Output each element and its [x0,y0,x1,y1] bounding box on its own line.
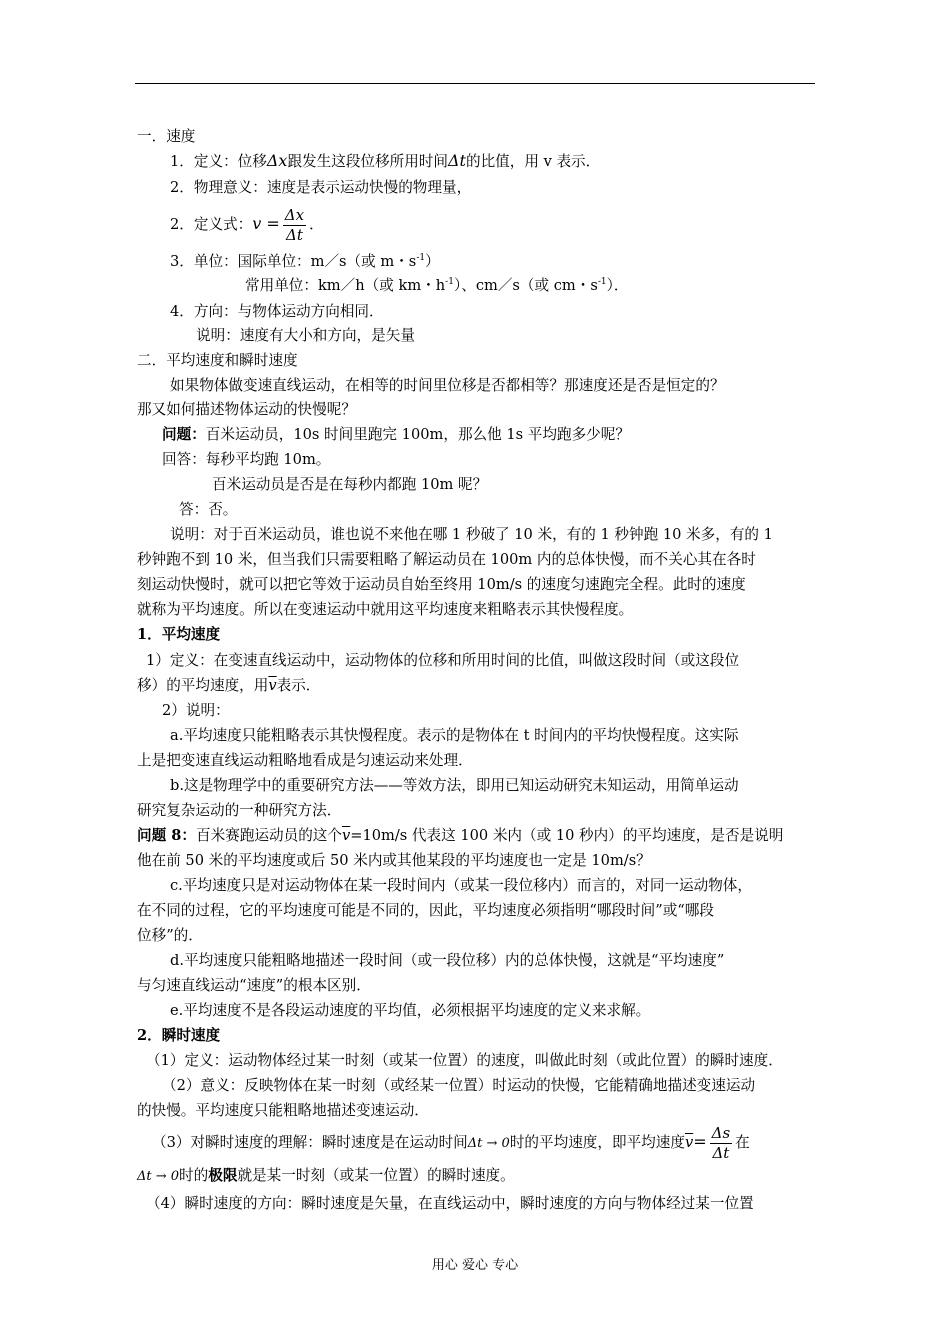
note-a-2: 上是把变速直线运动粗略地看成是匀速运动来处理． [137,752,473,769]
inst-meaning-2: 的快慢。平均速度只能粗略地描述变速运动． [137,1102,429,1119]
note-a-1: a.平均速度只能粗略表示其快慢程度。表示的是物体在 t 时间内的平均快慢程度。这实际 [170,727,739,744]
avg-notes-heading: 2）说明： [162,702,230,719]
question-8-line-1: 问题 8：百米赛跑运动员的这个$\overline{v}=10m/s$ 代表这 100 米内（或 10 秒内）的平均速度，是否是说明 [137,827,784,844]
note-d-2: 与匀速直线运动“速度”的根本区别． [137,977,371,994]
note-e: e.平均速度不是各段运动速度的平均值，必须根据平均速度的定义来求解。 [170,1002,651,1019]
avg-definition-2: 移）的平均速度，用$\overline{v}$表示． [137,677,321,694]
si-unit: 3．单位：国际单位：m／s（或 m・$s^{-1}$） [170,253,440,270]
note-c-3: 位移”的． [137,927,203,944]
page-footer: 用心 爱心 专心 [431,1258,519,1273]
inst-definition: （1）定义：运动物体经过某一时刻（或某一位置）的速度，叫做此时刻（或此位置）的瞬时速度． [146,1052,783,1069]
section-2-title: 二．平均速度和瞬时速度 [137,352,298,369]
note-c-1: c.平均速度只是对运动物体在某一段时间内（或某一段位移内）而言的，对同一运动物体， [170,877,752,894]
answer-3: 答：否。 [179,501,238,518]
question-8-line-2: 他在前 50 米的平均速度或后 50 米内或其他某段的平均速度也一定是 10m/s？ [137,852,651,869]
intro-line-2: 那又如何描述物体运动的快慢呢？ [137,401,356,418]
definition-formula: 2．定义式：v = $\frac{\Delta x}{\Delta t}$ ． [170,205,324,244]
avg-definition-1: 1）定义：在变速直线运动中，运动物体的位移和所用时间的比值，叫做这段时间（或这段位 [146,652,740,669]
velocity-definition: 1．定义：位移Δx跟发生这段位移所用时间Δt的比值，用 v 表示． [170,151,601,170]
answer-1: 回答：每秒平均跑 10m。 [162,451,331,468]
explanation-line-2: 秒钟跑不到 10 米，但当我们只需要粗略了解运动员在 100m 内的总体快慢，而不关心其在各时 [137,551,756,568]
header-rule [135,83,815,84]
average-velocity-heading: 1．平均速度 [137,626,221,643]
delta-t: Δt [447,151,466,170]
explanation-line-4: 就称为平均速度。所以在变速运动中就用这平均速度来粗略表示其快慢程度。 [137,601,634,618]
section-1-title: 一．速度 [137,128,196,145]
inst-understanding-2: Δt → 0时的极限就是某一时刻（或某一位置）的瞬时速度。 [137,1167,515,1184]
instantaneous-velocity-heading: 2．瞬时速度 [137,1027,221,1044]
answer-2: 百米运动员是否是在每秒内都跑 10m 呢？ [212,476,488,493]
note-c-2: 在不同的过程，它的平均速度可能是不同的，因此，平均速度必须指明“哪段时间”或“哪段 [137,902,714,919]
explanation-line-1: 说明：对于百米运动员，谁也说不来他在哪 1 秒破了 10 米，有的 1 秒钟跑 10 米多，有的 1 [170,526,773,543]
intro-line-1: 如果物体做变速直线运动，在相等的时间里位移是否都相等？那速度还是否是恒定的？ [170,377,725,394]
average-velocity-fraction: $\frac{\Delta s}{\Delta t}$ [711,1123,731,1162]
direction: 4．方向：与物体运动方向相同． [170,303,384,320]
formula-fraction: $\frac{\Delta x}{\Delta t}$ [284,205,305,244]
physical-meaning: 2．物理意义：速度是表示运动快慢的物理量， [170,179,472,196]
limit-expression: Δt → 0 [467,1136,510,1151]
note-d-1: d.平均速度只能粗略地描述一段时间（或一段位移）内的总体快慢，这就是“平均速度” [170,952,725,969]
note-b-2: 研究复杂运动的一种研究方法． [137,802,342,819]
question: 问题：百米运动员，10s 时间里跑完 100m，那么他 1s 平均跑多少呢？ [162,426,630,443]
explanation-line-3: 刻运动快慢时，就可以把它等效于运动员自始至终用 10m/s 的速度匀速跑完全程。此时的速度 [137,576,746,593]
inst-understanding-1: （3）对瞬时速度的理解：瞬时速度是在运动时间Δt → 0时的平均速度，即平均速度$\overline{v}=$ $\frac{\Delta s}{\Delta t}$ 在 [152,1123,750,1162]
inst-direction: （4）瞬时速度的方向：瞬时速度是矢量，在直线运动中，瞬时速度的方向与物体经过某一位置 [146,1195,754,1212]
common-units: 常用单位：km／h（或 km・$h^{-1}$）、cm／s（或 cm・$s^{-1}$）． [245,277,629,294]
delta-x: Δx [266,151,288,170]
note-b-1: b.这是物理学中的重要研究方法——等效方法，即用已知运动研究未知运动，用简单运动 [170,777,739,794]
inst-meaning-1: （2）意义：反映物体在某一时刻（或经某一位置）时运动的快慢，它能精确地描述变速运动 [162,1077,756,1094]
vector-note: 说明：速度有大小和方向，是矢量 [196,327,415,344]
